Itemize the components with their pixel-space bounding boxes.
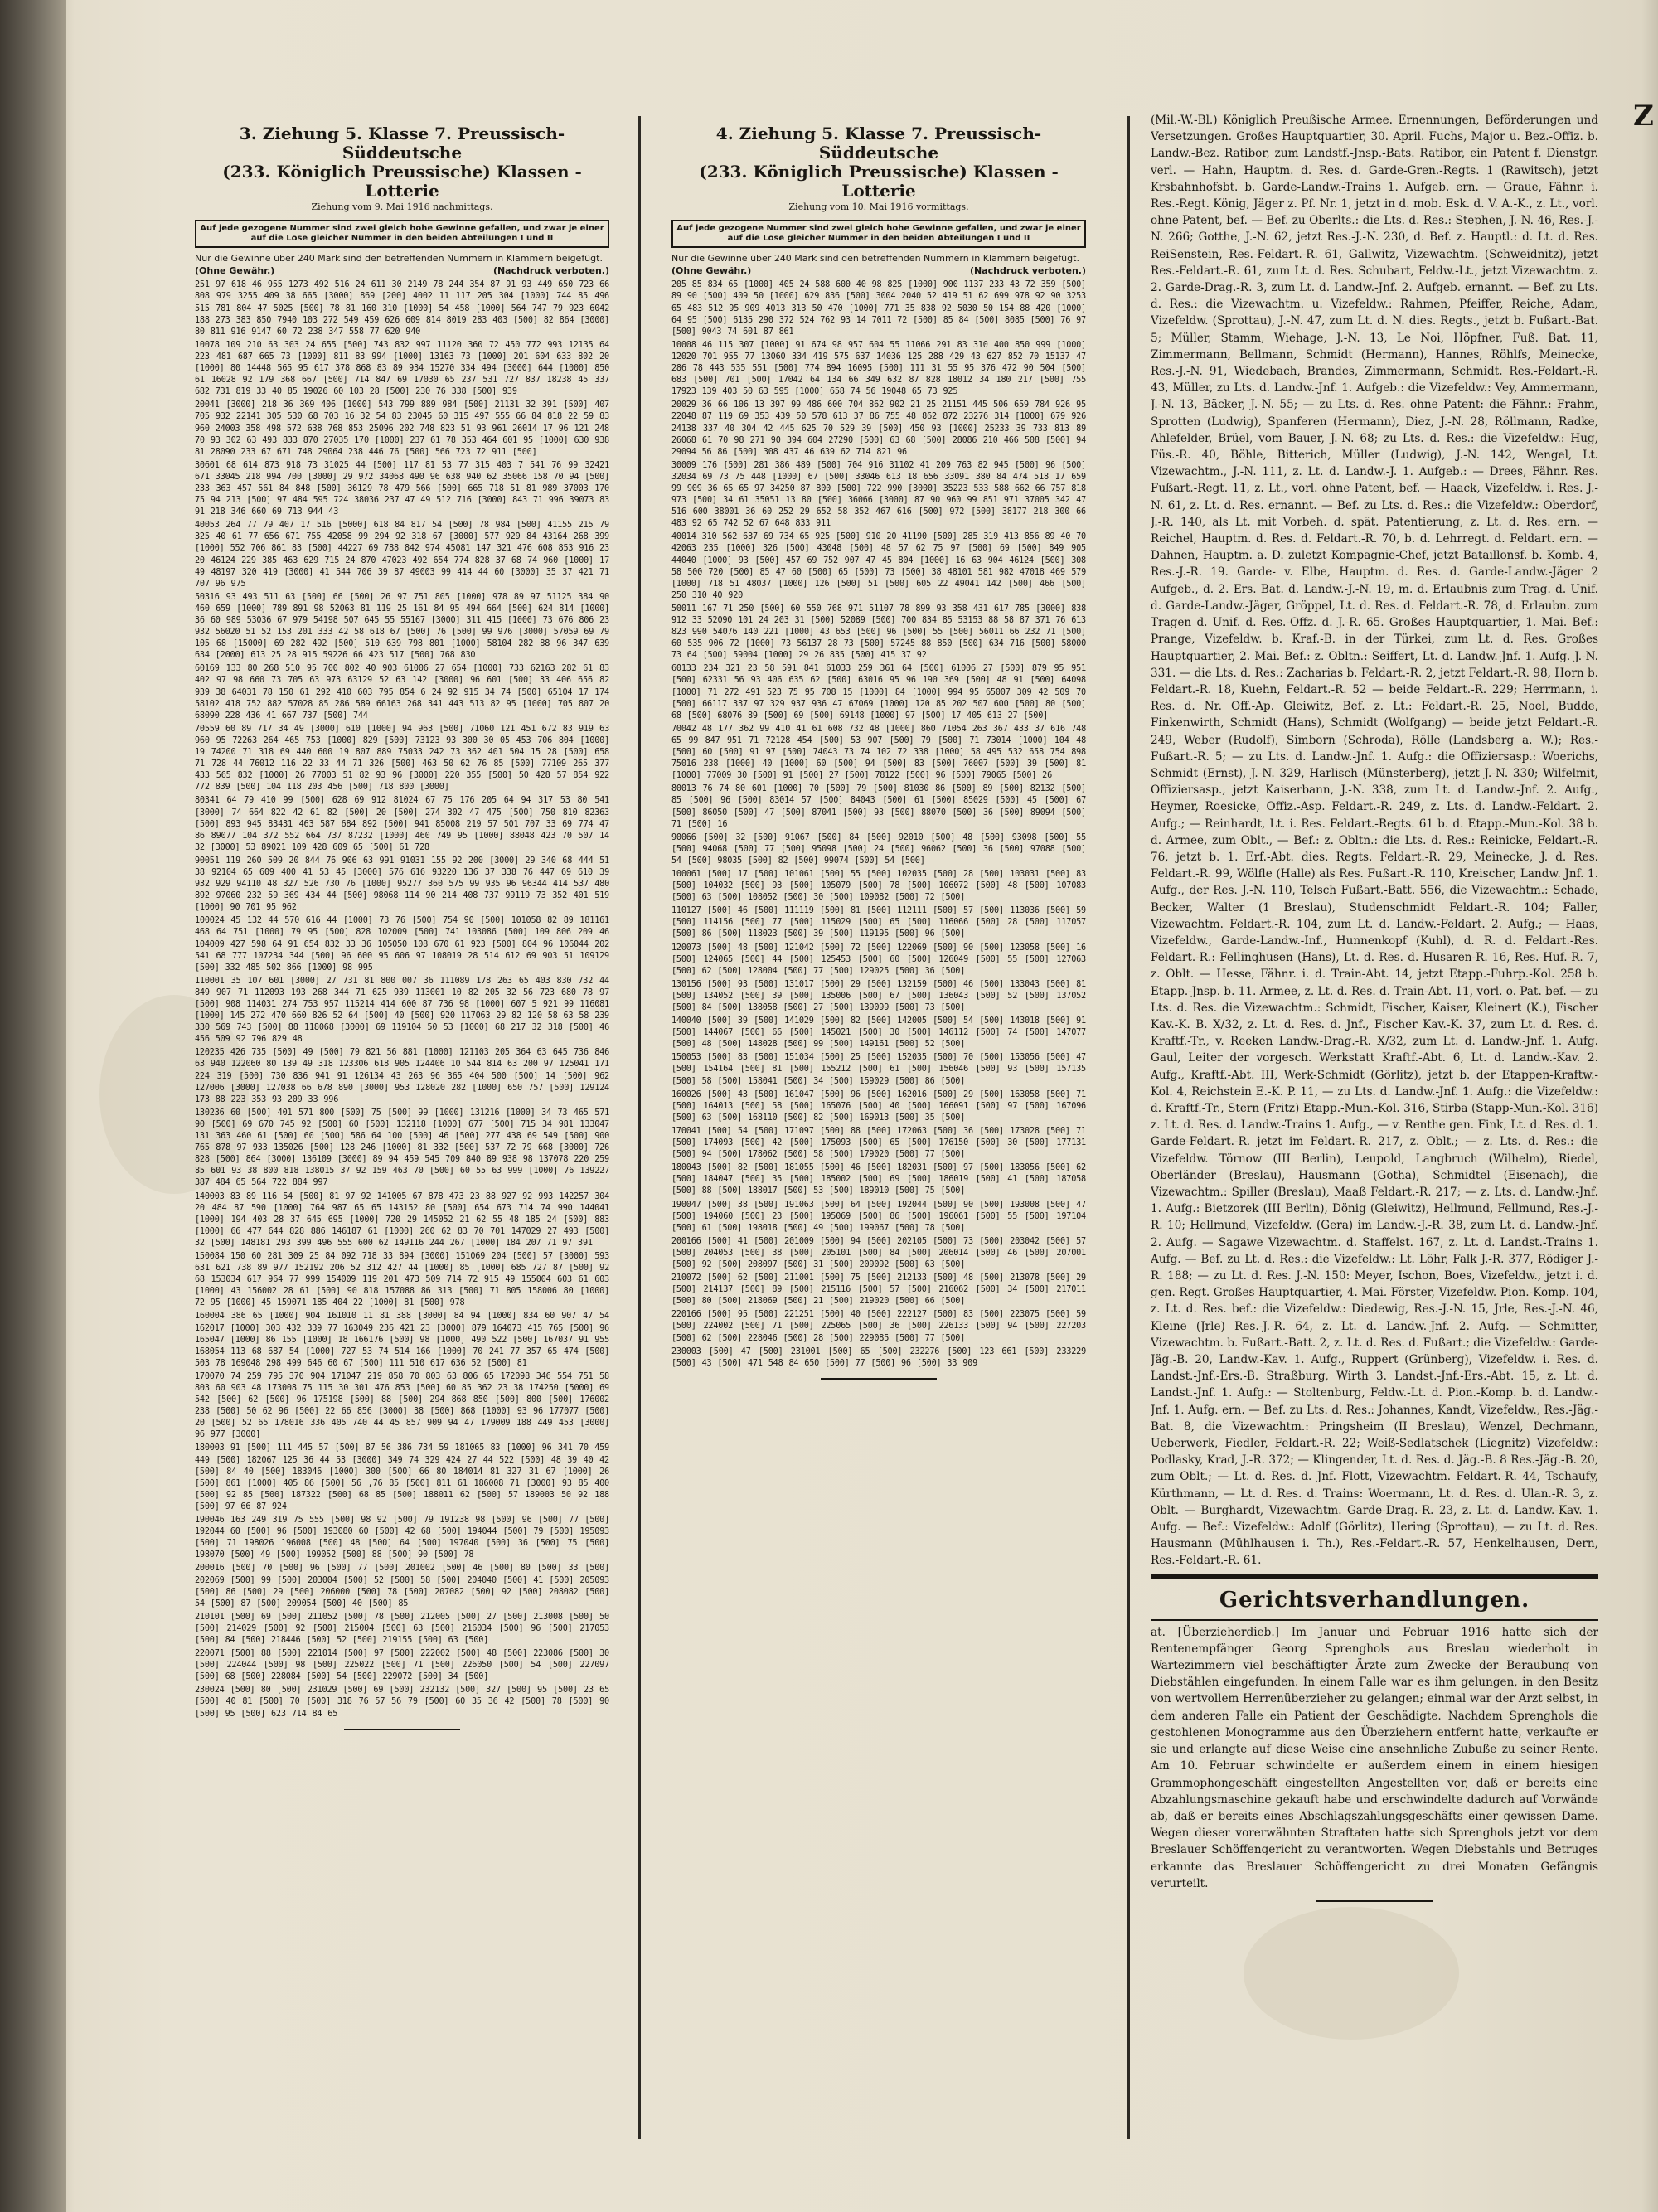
reprint-note: (Nachdruck verboten.) [492, 265, 609, 277]
number-block: 30601 68 614 873 918 73 31025 44 [500] 117 81 53 77 315 403 7 541 76 99 32421 671 33045 218 994 700 [3000] 29 972 34068 490 96 638 940 62 35066 158 70 94 [500] 233 363 457 561 84 848 [500] 36129 78 479 566 [500] 665 718 51 81 989 37003 170 75 94 213 [500] 97 484 595 724 38036 237 47 49 512 716 [3000] 843 71 996 39073 83 91 218 346 660 69 713 944 43 [195, 460, 609, 517]
drawing-date: Ziehung vom 10. Mai 1916 vormittags. [788, 201, 969, 212]
lottery-column-2 [671, 124, 1086, 2114]
number-block: 40053 264 77 79 407 17 516 [5000] 618 84 817 54 [500] 78 984 [500] 41155 215 79 325 40 61 77 656 671 755 42058 99 294 92 318 67 [3000] 577 929 84 43164 268 399 [1000] 552 706 861 83 [500] 44227 69 788 842 974 45081 147 321 476 608 853 916 23 20 46124 229 385 463 629 715 24 870 47023 492 654 774 828 37 68 74 960 [1000] 17 49 48197 320 419 [3000] 41 544 706 39 87 49003 99 414 44 60 [3000] 35 37 421 71 707 96 975 [195, 521, 609, 589]
number-block: 190046 163 249 319 75 555 [500] 98 92 [500] 79 191238 98 [500] 96 [500] 77 [500] 192044 60 [500] 96 [500] 193080 60 [500] 42 68 [500] 194044 [500] 79 [500] 195093 [500] 71 198026 196008 [500] 48 [500] 64 [500] 197040 [500] 36 [500] 75 [500] 198070 [500] 49 [500] 199052 [500] 88 [500] 90 [500] 78 [195, 1516, 609, 1560]
number-block: 170070 74 259 795 370 904 171047 219 858 70 803 63 806 65 172098 346 554 751 58 803 60 903 48 173008 75 115 30 301 476 853 [500] 60 85 362 23 38 174250 [5000] 69 542 [500] 62 [500] 96 175198 [500] 88 [500] 294 868 850 [500] 800 [500] 176002 238 [500] 50 62 96 [500] 22 66 856 [3000] 38 [500] 868 [1000] 93 96 177077 [500] 20 [500] 52 65 178016 336 405 740 44 45 857 909 94 47 179009 188 449 453 [3000] 96 977 [3000] [195, 1371, 609, 1440]
number-block: 230003 [500] 47 [500] 231001 [500] 65 [500] 232276 [500] 123 661 [500] 233229 [500] 43 [500] 471 548 84 650 [500] 77 [500] 96 [500] 33 909 [671, 1346, 1086, 1368]
number-block: 80013 76 74 80 601 [1000] 70 [500] 79 [500] 81030 86 [500] 89 [500] 82132 [500] 85 [500] 96 [500] 83014 57 [500] 84043 [500] 61 [500] 85029 [500] 45 [500] 67 [500] 86050 [500] 47 [500] 87041 [500] 93 [500] 88070 [500] 36 [500] 89094 [500] 71 [500] 16 [671, 784, 1086, 829]
military-announcements: (Mil.-W.-Bl.) Königlich Preußische Armee. Ernennungen, Beförderungen und Versetzungen. Großes Hauptquartier, 30. April. Fuchs, Major u. Bez.-Offiz. b. Landw.-Bez. Ratibor, zum Landstf.-Jnsp.-Bats. Ratibor, ein Patent f. Dienstgr. verl. — Hahn, Hauptm. d. Res. d. Garde-Gren.-Regts. 1 (Rawitsch), jetzt Krsbahnhofsbt. b. Garde-Landw.-Trains 1. Aufgeb. ern. — Graue, Fähnr. i. Res.-Regt. König, Jäger z. Pf. Nr. 1, jetzt in d. mob. Esk. d. V. A.-K., z. Lt., vorl. ohne Patent, bef. — Bef. zu Oberlts.: die Lts. d. Res.: Stephen, J.-N. 46, Res.-J.-N. 266; Gotthe, J.-N. 62, jetzt Res.-J.-N. 230, d. Bef. z. Hauptl.: d. Lt. d. Res. ReiSenstein, Res.-Feldart.-R. 61, Gallwitz, Vizewachtm. (Schweidnitz), jetzt Res.-Feldart.-R. 61, zum Lt. d. Res. Schubart, Feldw.-Lt., jetzt Vizewachtm. z. 2. Garde-Drag.-R. 3, zum Lt. d. Landw.-Jnf. 2. Aufgeb. ernannt. — Bef. zu Lts. d. Res.: die Vizewachtm. u. Vizefeldw.: Rahmen, Pfeiffer, Reiche, Adam, Vizefeldw. (Sprottau), J.-N. 47, zum Lt. d. N. dies. Regts., jetzt b. Fußart.-Bat. 5; Müller, Stamm, Wiehage, J.-N. 13, Le Noi, Höpfner, Fuß. Bat. 11, Zimmermann, Bellmann, Schmidt (Hermann), Hannes, Röhlfs, Meinecke, Res.-J.-N. 91, Wiedebach, Brandes, Zimmermann, Schmidt. Res.-Feldart.-R. 43, Müller, zu Lts. d. Landw.-Jnf. 1. Aufgeb.: die Vizefeldw.: Vey, Ammermann, J.-N. 13, Bäcker, J.-N. 55; — zu Lts. d. Res. ohne Patent: die Fähnr.: Frahm, Sprotten (Ludwig), Spanferen (Hermann), Diez, J.-N. 28, Röllmann, Radke, Ahlefelder, Brüel, vom Bauer, J.-N. 68; zu Lts. d. Res.: die Vizefeldw.: Hug, Füs.-R. 40, Böhle, Bitterich, Müller (Ludwig), J.-N. 142, Wengel, Lt. Vizewachtm., J.-N. 111, z. Lt. d. Landw.-J. 1. Aufgeb.: — Drees, Fähnr. Res. Fußart.-Regt. 11, z. Lt., vorl. ohne Patent, bef. — Haack, Vizefeldw. i. Res. J.-N. 61, z. Lt. d. Res. ernannt. — Bef. zu Lts. d. Res.: die Vizefeldw.: Oberdorf, J.-R. 140, als Lt. mit Vorbeh. d. spät. Patentierung, z. Lt. d. Res. ern. — Reichel, Hauptm. d. Res. d. Feldart.-R. 70, b. d. Lehrregt. d. Feldart. ern. — Dahnen, Hauptm. a. D. zuletzt Kompagnie-Chef, jetzt Bataillonsf. b. Komb. 4, Res.-J.-R. 19. Garde- v. Elbe, Hauptm. d. Res. d. Garde-Landw.-Jäger 2 Aufgeb., d. 2. Ers. Bat. d. Landw.-J.-N. 19, m. d. Erlaubnis zum Trag. d. Unif. d. Garde-Landw.-Jäger, Gröppel, Lt. d. Res. d. Feldart.-R. 78, d. Erlaubn. zum Tragen d. Unif. d. Res.-Offz. d. J.-R. 65. Großes Hauptquartier, 1. Mai. Bef.: Prange, Vizefeldw. b. Kraf.-B. in der Türkei, zum Lt. d. Res. Großes Hauptquartier, 2. Mai. Bef.: z. Obltn.: Seiffert, Lt. d. Landw.-Jnf. 1. Aufg. J.-N. 331. — die Lts. d. Res.: Zacharias b. Feldart.-R. 2, jetzt Feldart.-R. 98, Horn b. Feldart.-R. 18, Kuehn, Feldart.-R. 52 — beide Feldart.-R. 229; Herrmann, i. Res. d. Nr. Off.-Ap. Gleiwitz, Bef. z. Lt.: Feldart.-R. 25, Noel, Budde, Finkenwirth, Schmidt (Hans), Schmidt (Wolfgang) — beide jetzt Feldart.-R. 249, Weber (Rudolf), Simborn (Schroda), Rölle (Landsberg a. W.); Res.-Fußart.-R. 5; — zu Lts. d. Landw.-Jnf. 1. Aufg.: die Offiziersasp.: Woerichs, Schmidt (Ernst), J.-N. 329, Harlisch (Münsterberg), jetzt J.-N. 330; Wilfelmit, Offiziersasp., jetzt Kaiserbann, J.-N. 338, zum Lt. d. Landw.-Jnf. 2. Aufg., Heymer, Roesicke, Offiz.-Asp. Feldart.-R. 249, z. Lts. d. Landw.-Feldart. 2. Aufg.; — Reinhardt, Lt. i. Res. Feldart.-Regts. 61 b. d. Etapp.-Mun.-Kol. 38 b. d. Armee, zum Oblt., — Bef.: z. Obltn.: die Lts. d. Res.: Reinicke, Feldart.-R. 76, jetzt b. 1. Erf.-Abt. dies. Regts. Feldart.-R. 29, Meinecke, J. d. Res. Feldart.-R. 99, Wölfle (Halle) als Res. Fußart.-R. 110, Kreischer, Landw. Jnf. 1. Aufg., der Res. J.-N. 110, Telsch Fußart.-Batt. 556, die Vizewachtm.: Schade, Becker, Walter (1 Breslau), Studenschmidt Feldart.-R. 104; Faller, Vizewachtm. Feldart.-R. 104, zum Lt. d. Landw.-Feldart. 2. Aufg.; — Haas, Vizefeldw., Garde-Landw.-Inf., Hunnenkopf (Kuhl), d. R. d. Feldart.-Res. Feldart.-R.: Fellinghusen (Hans), Lt. d. Res. d. Husaren-R. 16, Res.-Huf.-R. 7, z. Oblt. — Hesse, Fähnr. i. d. Train-Abt. 14, jetzt Etapp.-Fuhrp.-Kol. 258 b. Etapp.-Jnsp. b. 11. Armee, z. Lt. d. Res. d. Train-Abt. 11, vorl. o. Pat. bef. — zu Lts. d. Res. die Vizewachtm.: Schmidt, Fischer, Kaiser, Kleinert (K.), Fischer Kav.-K. B. X/32, z. Lt. d. Res. d. Jnf., Fischer Kav.-K. 37, zum Lt. d. Res. d. Kraftf.-Tr., v. Reeken Landw.-Drag.-R. X/32, zum Lt. d. Landw.-Jnf. 1. Aufg. Gaul, Leiter der vorgesch. Werkstatt Kraftf.-Abt. 6, Lt. d. Landw.-Kav. 2. Aufg., Kraftf.-Abt. III, Werk-Schmidt (Görlitz), jetzt b. der Etappen-Kraftw.-Kol. 4, Reichstein E.-K. P. 11, — zu Lts. d. Landw.-Jnf. 1. Aufg.: die Vizefeldw.: d. Kraftf.-Tr., Stern (Fritz) Etapp.-Mun.-Kol. 316, Stirba (Stapp-Mun.-Kol. 316) z. Lt. d. Res. d. Landw.-Trains 1. Aufg., — v. Renthe gen. Fink, Lt. d. Res. d. 1. Garde-Feldart.-R. jetzt im Feldart.-R. 217, z. Oblt.; — z. Lts. d. Res.: die Vizefeldw. Törnow (III Berlin), Leupold, Langbruch (Wilhelm), Riedel, Oberländer (Breslau), Hausmann (Gotha), Schmidtel (Eisenach), die Vizewachtm.: Spiller (Breslau), Maaß Feldart.-R. 217; — z. Lts. d. Landw.-Jnf. 1. Aufg.: Bietzorek (III Berlin), Dönig (Gleiwitz), Hellmund, Fellmund, Res.-J.-R. 10; Hellmund, Vizefeldw. (Gera) im Landw.-J.-R. 38, zum Lt. d. Landw.-Jnf. 2. Aufg. — Sagawe Vizewachtm. d. Staffelst. 167, z. Lt. d. Landst.-Trains 1. Aufg. — Bef. zu Lt. d. Res.: die Vizefeldw.: Lt. Löhr, Falk J.-R. 377, Rödiger J.-R. 188; — zu Lt. d. Res. J.-N. 150: Meyer, Ischon, Boes, Vizefeldw., jetzt i. d. gen. Regt. Großes Hauptquartier, 4. Mai. Förster, Vizefeldw. Pion.-Komp. 104, z. Lt. d. Res. bef.: die Vizefeldw.: Diedewig, Res.-J.-N. 15, Jrle, Res.-J.-N. 46, Kleine (Jrle) Res.-J.-R. 64, z. Lt. d. Landw.-Jnf. 2. Aufg. — Schmitter, Vizewachtm. b. Fußart.-Batt. 2, z. Lt. d. Res. d. Fußart.; die Vizefeldw.: Garde-Jäg.-B. 20, Landw.-Kav. 1. Aufg., Ruppert (Grünberg), Vizefeldw. i. Res. d. Landst.-Jnf.-Ers.-B. Straßburg, Wirth 3. Landst.-Jnf.-Ers.-Abt. 15, z. Lt. d. Landst.-Jnf. 1. Aufg.: — Stoltenburg, Feldw.-Lt. d. Pion.-Komp. b. d. Landw.-Jnf. 1. Aufg. ern. — Bef. zu Lts. d. Res.: Johannes, Kandt, Vizefeldw., Res.-Jäg.-Bat. 8, die Vizewachtm.: Pringsheim (II Breslau), Wenzel, Dechmann, Ueberwerk, Fiedler, Feldart.-R. 22; Weiß-Sedlatschek (Liegnitz) Vizefeldw.: Podlasky, Krad, J.-R. 372; — Klingender, Lt. d. Res. d. Jäg.-B. 8 Res.-Jäg.-B. 20, zum Oblt.; — Lt. d. Res. d. Jnf. Flott, Vizewachtm. Feldart.-R. 44, Tschaufy, Kürthmann, — Lt. d. Res. d. Trains: Woermann, Lt. d. Res. d. Ulan.-R. 3, z. Oblt. — Burghardt, Vizewachtm. Garde-Drag.-R. 23, z. Lt. d. Landw.-Kav. 1. Aufg. — Bef.: Vizefeldw.: Adolf (Görlitz), Hering (Sprottau), — zu Lt. d. Res. Hausmann (Mühlhausen i. Th.), Res.-Feldart.-R. 57, Henkelhausen, Dern, Res.-Feldart.-R. 61. [1151, 114, 1598, 1568]
number-block: 10008 46 115 307 [1000] 91 674 98 957 604 55 11066 291 83 310 400 850 999 [1000] 12020 701 955 77 13060 334 419 575 637 14036 125 288 429 43 627 852 70 15137 47 286 78 443 535 551 [500] 774 894 16095 [500] 111 31 55 95 376 472 90 504 [500] 683 [500] 701 [500] 17042 64 134 66 349 632 87 828 18012 34 180 217 [500] 755 17923 139 403 50 63 595 [1000] 658 74 56 19048 65 73 925 [671, 340, 1086, 397]
intro-text: Nur die Gewinne über 240 Mark sind den betreffenden Nummern in Klammern beigefügt. [671, 252, 1079, 264]
number-block: 70559 60 89 717 34 49 [3000] 610 [1000] 94 963 [500] 71060 121 451 672 83 919 63 960 95 72263 264 465 753 [1000] 829 [500] 73123 93 300 30 05 453 706 804 [1000] 19 74200 71 318 69 440 600 19 807 889 75033 242 73 362 401 504 15 28 [500] 658 71 728 44 76012 116 22 33 44 71 326 [500] 463 50 62 76 85 [500] 77109 265 377 433 565 832 [1000] 26 77003 51 82 93 96 [3000] 220 355 [500] 50 428 57 854 922 772 839 [500] 104 118 203 456 [500] 718 800 [3000] [195, 724, 609, 793]
number-block: 200016 [500] 70 [500] 96 [500] 77 [500] 201002 [500] 46 [500] 80 [500] 33 [500] 202069 [500] 99 [500] 203004 [500] 52 [500] 58 [500] 204040 [500] 41 [500] 205093 [500] 86 [500] 29 [500] 206000 [500] 78 [500] 207082 [500] 92 [500] 208082 [500] 54 [500] 87 [500] 209054 [500] 40 [500] 85 [195, 1564, 609, 1608]
number-block: 150084 150 60 281 309 25 84 092 718 33 894 [3000] 151069 204 [500] 57 [3000] 593 631 621 738 89 977 152192 206 52 312 427 44 [1000] 85 [1000] 685 727 87 [500] 92 68 153034 617 964 77 999 154009 119 201 473 509 714 72 915 49 155004 603 61 603 [1000] 43 156002 28 61 [500] 90 818 157088 86 313 [500] 71 805 158006 80 [1000] 72 95 [1000] 45 159071 185 404 22 [1000] 81 [500] 978 [195, 1251, 609, 1308]
number-block: 110001 35 107 601 [3000] 27 731 81 800 007 36 111089 178 263 65 403 830 732 44 849 907 71 112093 193 268 344 71 625 939 113001 10 82 205 32 56 723 680 78 97 [500] 908 114031 274 753 957 115214 414 600 87 736 98 [1000] 607 5 921 99 116081 [1000] 145 272 470 660 826 52 64 [500] 40 [500] 920 117063 29 82 120 58 63 58 239 330 569 743 [500] 88 118068 [3000] 69 119104 50 53 [1000] 68 217 32 318 [500] 46 456 509 92 796 829 48 [195, 976, 609, 1045]
lottery-title-line2: (233. Königlich Preussische) Klassen - Lotterie [222, 162, 582, 201]
number-block: 20029 36 66 106 13 397 99 486 600 704 862 902 21 25 21151 445 506 659 784 926 95 22048 87 119 69 353 439 50 578 613 37 86 755 48 862 872 23276 314 [1000] 679 926 24138 337 40 304 42 445 625 70 529 39 [500] 450 93 [1000] 25233 39 733 813 89 26068 61 70 98 271 90 394 604 27290 [500] 63 68 [500] 28086 210 466 508 [500] 94 29094 56 86 [500] 308 437 46 639 62 714 821 96 [671, 400, 1086, 457]
number-block: 160026 [500] 43 [500] 161047 [500] 96 [500] 162016 [500] 29 [500] 163058 [500] 71 [500] 164013 [500] 58 [500] 165076 [500] 40 [500] 166091 [500] 97 [500] 167096 [500] 63 [500] 168110 [500] 82 [500] 169013 [500] 35 [500] [671, 1089, 1086, 1123]
number-block: 100061 [500] 17 [500] 101061 [500] 55 [500] 102035 [500] 28 [500] 103031 [500] 83 [500] 104032 [500] 93 [500] 105079 [500] 78 [500] 106072 [500] 48 [500] 107083 [500] 63 [500] 108052 [500] 30 [500] 109082 [500] 72 [500] [671, 869, 1086, 903]
lottery-column-1 [195, 124, 609, 2114]
reprint-note: (Nachdruck verboten.) [969, 265, 1086, 277]
column-rule [638, 116, 641, 2139]
end-rule [821, 1378, 937, 1380]
number-block: 220071 [500] 88 [500] 221014 [500] 97 [500] 222002 [500] 48 [500] 223086 [500] 30 [500] 224044 [500] 98 [500] 225022 [500] 71 [500] 226050 [500] 54 [500] 227097 [500] 68 [500] 228084 [500] 54 [500] 229072 [500] 34 [500] [195, 1649, 609, 1682]
number-block: 200166 [500] 41 [500] 201009 [500] 94 [500] 202105 [500] 73 [500] 203042 [500] 57 [500] 204053 [500] 38 [500] 205101 [500] 84 [500] 206014 [500] 46 [500] 207001 [500] 92 [500] 208097 [500] 31 [500] 209092 [500] 63 [500] [671, 1236, 1086, 1269]
lottery-title-line2: (233. Königlich Preussische) Klassen - Lotterie [699, 162, 1059, 201]
intro-text: Nur die Gewinne über 240 Mark sind den betreffenden Nummern in Klammern beigefügt. [195, 252, 603, 264]
number-block: 140040 [500] 39 [500] 141029 [500] 82 [500] 142005 [500] 54 [500] 143018 [500] 91 [500] 144067 [500] 66 [500] 145021 [500] 30 [500] 146112 [500] 74 [500] 147077 [500] 48 [500] 148028 [500] 99 [500] 149161 [500] 52 [500] [671, 1016, 1086, 1050]
lottery-title-line1: 3. Ziehung 5. Klasse 7. Preussisch-Süddeutsche [239, 124, 565, 163]
number-block: 170041 [500] 54 [500] 171097 [500] 88 [500] 172063 [500] 36 [500] 173028 [500] 71 [500] 174093 [500] 42 [500] 175093 [500] 65 [500] 176150 [500] 30 [500] 177131 [500] 94 [500] 178062 [500] 58 [500] 179020 [500] 77 [500] [671, 1126, 1086, 1160]
number-block: 180043 [500] 82 [500] 181055 [500] 46 [500] 182031 [500] 97 [500] 183056 [500] 62 [500] 184047 [500] 35 [500] 185002 [500] 69 [500] 186019 [500] 41 [500] 187058 [500] 88 [500] 188017 [500] 53 [500] 189010 [500] 75 [500] [671, 1163, 1086, 1196]
number-block: 180003 91 [500] 111 445 57 [500] 87 56 386 734 59 181065 83 [1000] 96 341 70 459 449 [500] 182067 125 36 44 53 [3000] 349 74 329 424 27 44 522 [500] 48 39 40 42 [500] 84 40 [500] 183046 [1000] 300 [500] 66 80 184014 81 327 31 67 [1000] 26 [500] 861 [1000] 405 86 [500] 56 ,76 85 [500] 811 61 186008 71 [3000] 93 85 400 [500] 92 85 [500] 187322 [500] 68 85 [500] 188011 62 [500] 57 189003 50 92 188 [500] 97 66 87 924 [195, 1443, 609, 1511]
lottery-header [195, 124, 609, 213]
column-rule [1127, 116, 1130, 2139]
number-block: 120235 426 735 [500] 49 [500] 79 821 56 881 [1000] 121103 205 364 63 645 736 846 63 940 122060 80 139 49 318 123306 618 905 124406 10 544 814 63 200 97 125041 171 224 319 [500] 730 836 941 91 126134 43 263 96 365 404 500 [500] 14 [500] 962 127006 [3000] 127038 66 678 890 [3000] 953 128020 282 [1000] 650 757 [500] 129124 173 88 223 353 93 209 33 996 [195, 1048, 609, 1104]
number-block: 120073 [500] 48 [500] 121042 [500] 72 [500] 122069 [500] 90 [500] 123058 [500] 16 [500] 124065 [500] 44 [500] 125453 [500] 60 [500] 126049 [500] 55 [500] 127063 [500] 62 [500] 128004 [500] 77 [500] 129025 [500] 36 [500] [671, 943, 1086, 976]
next-page-edge-letter: Z [1633, 99, 1654, 133]
number-block: 190047 [500] 38 [500] 191063 [500] 64 [500] 192044 [500] 90 [500] 193008 [500] 47 [500] 194060 [500] 23 [500] 195069 [500] 86 [500] 196061 [500] 55 [500] 197104 [500] 61 [500] 198018 [500] 49 [500] 199067 [500] 78 [500] [671, 1200, 1086, 1233]
meta-line [195, 265, 609, 276]
number-block: 110127 [500] 46 [500] 111119 [500] 81 [500] 112111 [500] 57 [500] 113036 [500] 59 [500] 114156 [500] 77 [500] 115029 [500] 65 [500] 116066 [500] 28 [500] 117057 [500] 86 [500] 118023 [500] 39 [500] 119195 [500] 96 [500] [671, 906, 1086, 939]
number-block: 40014 310 562 637 69 734 65 925 [500] 910 20 41190 [500] 285 319 413 856 89 40 70 42063 235 [1000] 326 [500] 43048 [500] 48 57 62 75 97 [500] 69 [500] 849 905 44040 [1000] 93 [500] 457 69 752 907 47 45 804 [1000] 16 63 904 46124 [500] 308 58 500 720 [500] 85 47 60 [500] 65 [500] 73 [500] 38 48101 581 982 47018 469 579 [1000] 718 51 48037 [1000] 126 [500] 51 [500] 605 22 49041 142 [500] 466 [500] 250 310 40 920 [671, 532, 1086, 600]
number-block: 150053 [500] 83 [500] 151034 [500] 25 [500] 152035 [500] 70 [500] 153056 [500] 47 [500] 154164 [500] 81 [500] 155212 [500] 61 [500] 156046 [500] 93 [500] 157135 [500] 58 [500] 158041 [500] 34 [500] 159029 [500] 86 [500] [671, 1053, 1086, 1086]
number-block: 30009 176 [500] 281 386 489 [500] 704 916 31102 41 209 763 82 945 [500] 96 [500] 32034 69 73 75 448 [1000] 67 [500] 33046 613 18 656 33091 380 84 474 518 17 659 99 909 36 65 65 97 34250 87 800 [500] 722 990 [3000] 35223 533 588 662 66 757 818 973 [500] 34 61 35051 13 80 [500] 36066 [3000] 87 90 960 99 851 971 37005 342 47 516 600 38001 36 60 252 29 652 58 352 467 616 [500] 972 [500] 38177 218 300 66 483 92 65 742 52 67 648 833 911 [671, 460, 1086, 529]
number-block: 90066 [500] 32 [500] 91067 [500] 84 [500] 92010 [500] 48 [500] 93098 [500] 55 [500] 94068 [500] 77 [500] 95098 [500] 24 [500] 96062 [500] 36 [500] 97088 [500] 54 [500] 98035 [500] 82 [500] 99074 [500] 54 [500] [671, 832, 1086, 866]
number-block: 230024 [500] 80 [500] 231029 [500] 69 [500] 232132 [500] 327 [500] 95 [500] 23 65 [500] 40 81 [500] 70 [500] 318 76 57 56 79 [500] 60 35 36 42 [500] 78 [500] 90 [500] 95 [500] 623 714 84 65 [195, 1686, 609, 1719]
section-rule [1151, 1619, 1598, 1621]
number-block: 205 85 834 65 [1000] 405 24 588 600 40 98 825 [1000] 900 1137 233 43 72 359 [500] 89 90 [500] 409 50 [1000] 629 836 [500] 3004 2040 52 419 51 62 699 978 92 90 3253 65 483 512 95 909 4013 313 50 470 [1000] 771 35 838 92 5030 50 154 88 420 [1000] 64 95 [500] 6135 290 372 524 762 93 14 7011 72 [500] 85 84 [500] 8085 [500] 76 97 [500] 9043 74 601 87 861 [671, 280, 1086, 337]
court-section-title: Gerichtsverhandlungen. [1219, 1587, 1530, 1613]
number-block: 20041 [3000] 218 36 369 406 [1000] 543 799 889 984 [500] 21131 32 391 [500] 407 705 932 22141 305 530 68 703 16 32 54 83 23045 60 315 497 555 66 84 818 22 59 83 960 24003 358 498 572 638 768 853 25096 202 748 823 51 93 961 26014 17 96 121 248 70 93 302 63 493 833 870 27035 170 [1000] 237 61 78 353 464 601 95 [1000] 630 938 81 28090 233 67 671 748 29064 238 446 76 [500] 566 723 72 911 [500] [195, 400, 609, 457]
number-block: 90051 119 260 509 20 844 76 906 63 991 91031 155 92 200 [3000] 29 340 68 444 51 38 92104 65 609 400 41 53 45 [3000] 576 616 93220 136 37 338 76 447 69 610 39 932 929 94110 48 327 526 730 76 [1000] 95277 360 575 99 935 96 96344 414 537 480 892 97060 232 59 369 434 44 [500] 98068 114 90 214 408 737 99119 73 352 401 519 [1000] 90 701 95 962 [195, 856, 609, 913]
court-report: at. [Überzieherdieb.] Im Januar und Februar 1916 hatte sich der Rentenempfänger Georg Sprenghols aus Breslau wiederholt in Wartezimmern viel beschäftigter Ärzte zum Zwecke der Beraubung von Diebstählen eingefunden. In einem Falle war es ihm gelungen, in den Besitz von wertvollem Herrenüberzieher zu gelangen; einmal war der Arzt selbst, in dem anderen Falle ein Patient der Geschädigte. Nachdem Sprenghols die gestohlenen Monogramme aus den Überziehern entfernt hatte, verkaufte er sie und erlangte auf diese Weise eine ansehnliche Zubuße zu seiner Rente. Am 10. Februar schwindelte er außerdem einem in einem hiesigen Grammophongeschäft eingestellten Angestellten vor, daß er bereits eine Abzahlungsmaschine gekauft habe und erschwindelte dadurch auf Vorwände ab, daß er bereits eines Abschlagszahlungsgeschäfts einer gewissen Dame. Wegen dieser vorerwähnten Straftaten hatte sich Sprenghols jetzt vor dem Breslauer Schöffengericht zu verantworten. Wegen Diebstahls und Betruges erkannte das Breslauer Schöffengericht zu drei Monaten Gefängnis verurteilt. [1151, 1625, 1598, 1890]
number-block: 50011 167 71 250 [500] 60 550 768 971 51107 78 899 93 358 431 617 785 [3000] 838 912 33 52090 101 24 203 31 [500] 52089 [500] 700 834 85 53153 88 58 87 371 76 613 823 990 54076 140 221 [1000] 43 653 [500] 96 [500] 55 [500] 56011 66 232 71 [500] 60 535 906 72 [1000] 73 56137 28 73 [500] 57245 88 850 [500] 634 716 [500] 58000 73 64 [500] 59004 [1000] 29 26 835 [500] 415 37 92 [671, 604, 1086, 661]
number-block: 60133 234 321 23 58 591 841 61033 259 361 64 [500] 61006 27 [500] 879 95 951 [500] 62331 56 93 406 635 62 [500] 63016 95 96 190 369 [500] 48 91 [500] 64098 [1000] 71 272 491 523 75 95 708 15 [1000] 84 [1000] 994 95 65007 309 42 509 70 [500] 66117 337 97 329 937 936 47 67069 [1000] 120 85 202 507 600 [500] 80 [500] 68 [500] 68076 89 [500] 69 [500] 69148 [1000] 97 [500] 17 405 613 27 [500] [671, 664, 1086, 720]
end-rule [1316, 1900, 1433, 1902]
number-block: 220166 [500] 95 [500] 221251 [500] 40 [500] 222127 [500] 83 [500] 223075 [500] 59 [500] 224002 [500] 71 [500] 225065 [500] 36 [500] 226133 [500] 94 [500] 227203 [500] 62 [500] 228046 [500] 28 [500] 229085 [500] 77 [500] [671, 1310, 1086, 1343]
number-block: 160004 386 65 [1000] 904 161010 11 81 388 [3000] 84 94 [1000] 834 60 907 47 54 162017 [1000] 303 432 339 77 163049 236 421 23 [3000] 879 164073 415 765 [500] 96 165047 [1000] 86 155 [1000] 18 166176 [500] 98 [1000] 490 522 [500] 167037 91 955 168054 113 68 687 54 [1000] 727 53 74 514 166 [1000] 70 241 77 357 65 474 [500] 503 78 169048 298 499 646 60 67 [500] 111 510 617 636 52 [500] 81 [195, 1312, 609, 1368]
number-block: 100024 45 132 44 570 616 44 [1000] 73 76 [500] 754 90 [500] 101058 82 89 181161 468 64 751 [1000] 79 95 [500] 828 102009 [500] 741 103086 [500] 109 806 209 46 104009 427 598 64 91 654 832 33 36 105050 108 670 61 923 [500] 804 96 106044 202 541 68 777 107234 344 [500] 96 600 95 606 97 108019 28 514 612 69 903 51 109129 [500] 332 485 502 866 [1000] 98 995 [195, 916, 609, 973]
number-block: 251 97 618 46 955 1273 492 516 24 611 30 2149 78 244 354 87 91 93 449 650 723 66 808 979 3255 409 38 665 [3000] 869 [200] 4002 11 117 205 304 [1000] 744 85 496 515 781 804 47 5025 [500] 78 81 160 310 [1000] 54 458 [1000] 564 747 79 923 6042 188 273 383 850 7940 103 272 549 459 626 609 814 8019 283 403 [500] 82 864 [3000] 80 811 916 9147 60 72 238 347 558 77 620 940 [195, 280, 609, 337]
number-block: 140003 83 89 116 54 [500] 81 97 92 141005 67 878 473 23 88 927 92 993 142257 304 20 484 87 590 [1000] 764 987 65 65 143152 80 [500] 654 673 714 74 990 144041 [1000] 194 403 28 37 645 695 [1000] 720 29 145052 21 62 55 48 185 24 [500] 883 [1000] 66 477 644 828 886 146187 61 [1000] 260 62 83 70 701 147029 27 493 [500] 32 [500] 148181 293 399 496 555 600 62 149116 244 267 [1000] 184 207 71 97 391 [195, 1191, 609, 1248]
no-guarantee-note: (Ohne Gewähr.) [195, 265, 275, 277]
number-block: 70042 48 177 362 99 410 41 61 608 732 48 [1000] 860 71054 263 367 433 37 616 748 65 99 847 951 71 72128 454 [500] 53 907 [500] 79 [500] 71 73014 [1000] 104 48 [500] 60 [500] 91 97 [500] 74043 73 74 102 72 338 [1000] 58 495 532 658 754 898 75016 238 [1000] 40 [1000] 60 [500] 94 [500] 83 [500] 76007 [500] 39 [500] 81 [1000] 77009 30 [500] 91 [500] 27 [500] 78122 [500] 96 [500] 79065 [500] 26 [671, 724, 1086, 781]
number-block: 130236 60 [500] 401 571 800 [500] 75 [500] 99 [1000] 131216 [1000] 34 73 465 571 90 [500] 69 670 745 92 [500] 60 [500] 132118 [1000] 677 [500] 715 34 981 133047 131 363 460 61 [500] 60 [500] 586 64 100 [500] 46 [500] 277 438 69 549 [500] 900 765 878 97 933 135026 [500] 128 246 [1000] 81 332 [500] 537 72 79 668 [3000] 726 828 [500] 864 [3000] 136109 [3000] 89 94 459 545 709 840 89 938 98 137078 220 259 85 601 93 38 800 818 138015 37 92 159 463 70 [500] 60 55 63 999 [1000] 76 139227 387 484 65 564 722 884 997 [195, 1108, 609, 1188]
number-block: 60169 133 80 268 510 95 700 802 40 903 61006 27 654 [1000] 733 62163 282 61 83 402 97 98 660 73 705 63 973 63129 52 63 142 [3000] 96 601 [500] 33 406 656 82 939 38 64031 78 150 61 292 410 603 795 854 6 24 92 915 34 74 [500] 65104 17 174 58102 418 752 882 57028 85 286 589 66163 268 341 443 513 82 95 [1000] 705 807 20 68090 228 436 41 667 737 [500] 744 [195, 664, 609, 720]
number-block: 80341 64 79 410 99 [500] 628 69 912 81024 67 75 176 205 64 94 317 53 80 541 [3000] 74 664 822 42 61 82 [500] 20 [500] 274 302 47 475 [500] 750 810 82363 [500] 893 945 83431 463 587 684 892 [500] 941 85008 219 57 501 707 33 69 774 47 86 89077 104 372 552 664 737 87232 [1000] 460 749 95 [1000] 88048 423 70 507 14 32 [3000] 53 89021 109 428 609 65 [500] 61 728 [195, 796, 609, 852]
page-binding [0, 0, 66, 2212]
number-block: 10078 109 210 63 303 24 655 [500] 743 832 997 11120 360 72 450 772 993 12135 64 223 481 687 665 73 [1000] 811 83 994 [1000] 13163 73 [1000] 201 604 633 802 20 [1000] 80 14448 565 95 617 378 868 83 89 934 15270 334 494 [3000] 644 [1000] 850 61 16028 92 179 368 667 [500] 714 847 69 17030 65 237 531 727 837 18238 45 337 682 731 819 33 40 85 19026 60 103 28 [500] 230 76 338 [500] 939 [195, 340, 609, 397]
no-guarantee-note: (Ohne Gewähr.) [671, 265, 752, 277]
winning-numbers-list [671, 279, 1086, 1369]
end-rule [344, 1729, 460, 1730]
meta-line [671, 265, 1086, 276]
drawing-date: Ziehung vom 9. Mai 1916 nachmittags. [311, 201, 493, 212]
notice-box: Auf jede gezogene Nummer sind zwei gleich hohe Gewinne gefallen, und zwar je einer auf die Lose gleicher Nummer in den beiden Abteilungen I und II [195, 220, 609, 248]
number-block: 50316 93 493 511 63 [500] 66 [500] 26 97 751 805 [1000] 978 89 97 51125 384 90 460 659 [1000] 789 891 98 52063 81 119 25 161 84 95 494 664 [500] 624 814 [1000] 36 60 989 53036 67 979 54198 507 645 55 55167 [3000] 311 415 [1000] 73 676 806 23 932 56020 51 52 153 201 333 42 58 618 67 [500] 76 [500] 99 976 [3000] 57059 69 79 105 68 [15000] 69 282 492 [500] 510 639 798 801 [1000] 58104 282 88 96 347 639 634 [2000] 613 25 28 915 59226 66 423 517 [500] 768 830 [195, 592, 609, 661]
number-block: 130156 [500] 93 [500] 131017 [500] 29 [500] 132159 [500] 46 [500] 133043 [500] 81 [500] 134052 [500] 39 [500] 135006 [500] 67 [500] 136043 [500] 52 [500] 137052 [500] 84 [500] 138058 [500] 27 [500] 139099 [500] 73 [500] [671, 979, 1086, 1013]
number-block: 210072 [500] 62 [500] 211001 [500] 75 [500] 212133 [500] 48 [500] 213078 [500] 29 [500] 214137 [500] 89 [500] 215116 [500] 57 [500] 216062 [500] 34 [500] 217011 [500] 80 [500] 218069 [500] 21 [500] 219020 [500] 66 [500] [671, 1273, 1086, 1307]
winning-numbers-list [195, 279, 609, 1720]
lottery-header [671, 124, 1086, 213]
notice-box: Auf jede gezogene Nummer sind zwei gleich hohe Gewinne gefallen, und zwar je einer auf die Lose gleicher Nummer in den beiden Abteilungen I und II [671, 220, 1086, 248]
section-rule [1151, 1574, 1598, 1579]
lottery-title-line1: 4. Ziehung 5. Klasse 7. Preussisch-Süddeutsche [715, 124, 1042, 163]
number-block: 210101 [500] 69 [500] 211052 [500] 78 [500] 212005 [500] 27 [500] 213008 [500] 50 [500] 214029 [500] 92 [500] 215004 [500] 63 [500] 216034 [500] 96 [500] 217053 [500] 84 [500] 218446 [500] 52 [500] 219155 [500] 63 [500] [195, 1612, 609, 1645]
news-column [1151, 112, 1598, 2168]
